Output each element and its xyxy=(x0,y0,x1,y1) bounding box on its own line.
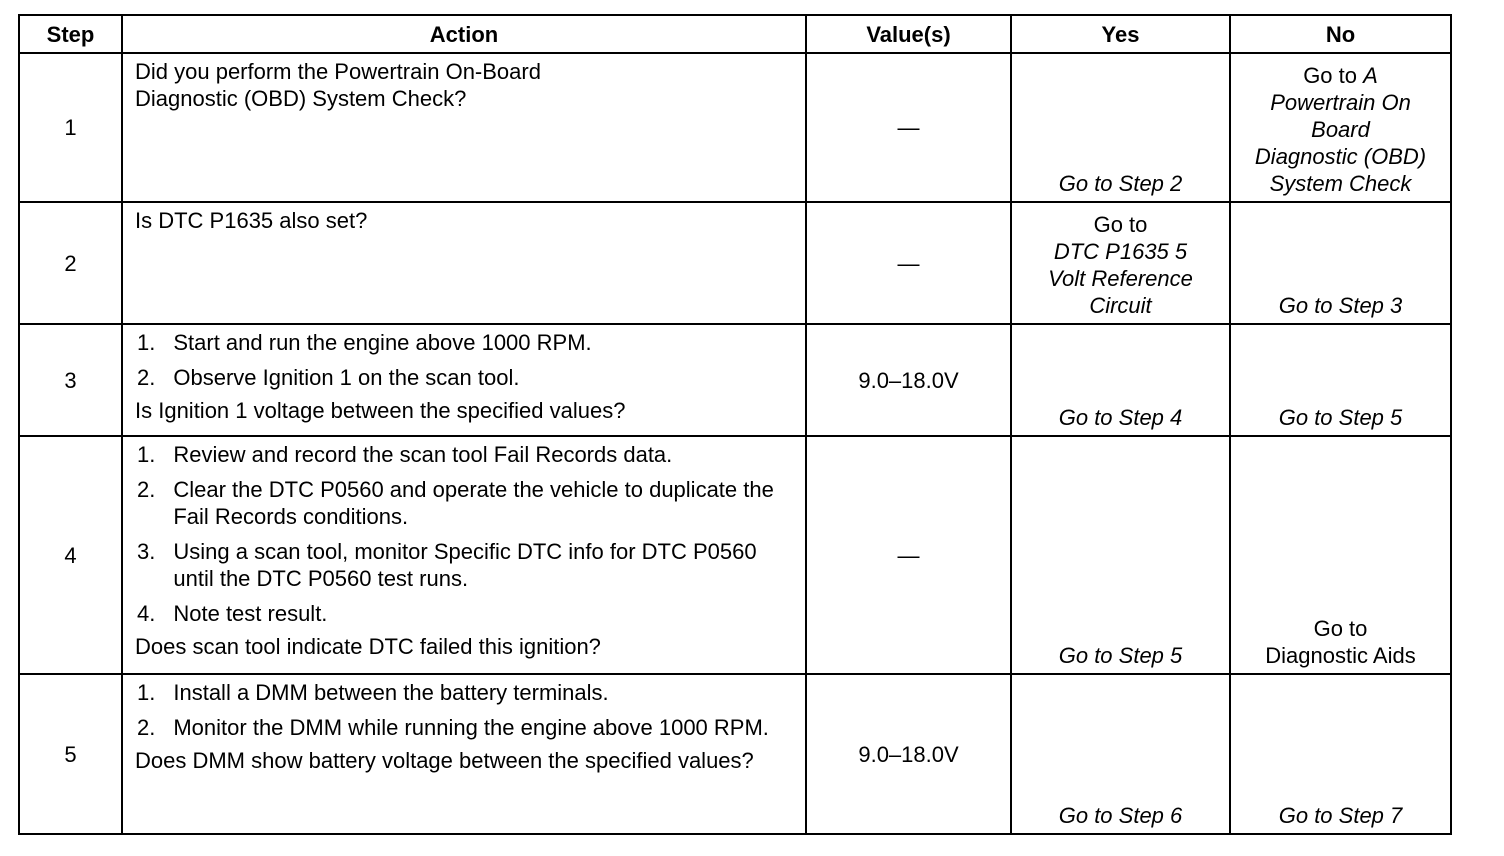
action-steps xyxy=(135,679,797,741)
action-question: Did you perform the Powertrain On-Board xyxy=(135,59,541,84)
no-cell xyxy=(1230,202,1451,324)
list-item xyxy=(135,679,797,706)
yes-cell xyxy=(1011,202,1230,324)
header-action: Action xyxy=(122,15,806,53)
list-item xyxy=(135,600,797,627)
value-cell: 9.0–18.0V xyxy=(806,324,1011,436)
no-cell xyxy=(1230,324,1451,436)
table-row xyxy=(19,436,1451,674)
action-cell xyxy=(122,202,806,324)
item-text: Monitor the DMM while running the engine above 1000 RPM. xyxy=(173,715,769,740)
item-number: 2. xyxy=(137,365,156,390)
item-number: 1. xyxy=(137,442,156,467)
yes-cell xyxy=(1011,436,1230,674)
action-cell xyxy=(122,324,806,436)
value-cell: 9.0–18.0V xyxy=(806,674,1011,834)
action-cell xyxy=(122,674,806,834)
item-number: 1. xyxy=(137,680,156,705)
action-question: Diagnostic (OBD) System Check? xyxy=(135,86,467,111)
value-cell: — xyxy=(806,436,1011,674)
header-no: No xyxy=(1230,15,1451,53)
step-number: 4 xyxy=(19,436,122,674)
action-question: Is Ignition 1 voltage between the specified values? xyxy=(135,398,626,423)
list-item xyxy=(135,329,797,356)
yes-cell xyxy=(1011,53,1230,202)
no-link[interactable]: System Check xyxy=(1269,171,1412,196)
header-yes: Yes xyxy=(1011,15,1230,53)
no-link[interactable]: Go to Step 3 xyxy=(1278,293,1403,318)
list-item xyxy=(135,441,797,468)
table-row xyxy=(19,202,1451,324)
yes-link[interactable]: DTC P1635 5 xyxy=(1053,239,1188,264)
no-link[interactable]: A xyxy=(1363,63,1378,88)
yes-cell xyxy=(1011,674,1230,834)
header-values: Value(s) xyxy=(806,15,1011,53)
yes-link[interactable]: Go to Step 6 xyxy=(1058,803,1183,828)
action-question: Does scan tool indicate DTC failed this ignition? xyxy=(135,634,601,659)
no-link[interactable]: Diagnostic Aids xyxy=(1265,643,1416,668)
item-number: 2. xyxy=(137,477,156,502)
list-item xyxy=(135,364,797,391)
table-row xyxy=(19,53,1451,202)
no-link[interactable]: Board xyxy=(1311,117,1370,142)
step-number: 3 xyxy=(19,324,122,436)
action-question: Does DMM show battery voltage between the specified values? xyxy=(135,748,754,773)
yes-link[interactable]: Go to Step 5 xyxy=(1058,643,1183,668)
item-text: Start and run the engine above 1000 RPM. xyxy=(173,330,592,355)
item-number: 1. xyxy=(137,330,156,355)
action-steps xyxy=(135,329,797,391)
item-text: Review and record the scan tool Fail Records data. xyxy=(173,442,673,467)
item-text: Note test result. xyxy=(173,601,328,626)
item-number: 4. xyxy=(137,601,156,626)
yes-link[interactable]: Volt Reference xyxy=(1048,266,1193,291)
action-steps xyxy=(135,441,797,627)
go-to-text: Go to xyxy=(1093,212,1148,237)
no-link[interactable]: Diagnostic (OBD) xyxy=(1254,144,1427,169)
header-step: Step xyxy=(19,15,122,53)
step-number: 2 xyxy=(19,202,122,324)
no-link[interactable]: Powertrain On xyxy=(1270,90,1411,115)
yes-link[interactable]: Circuit xyxy=(1089,293,1152,318)
no-cell xyxy=(1230,674,1451,834)
no-link[interactable]: Go to Step 5 xyxy=(1278,405,1403,430)
item-number: 3. xyxy=(137,539,156,564)
item-text: Clear the DTC P0560 and operate the vehicle to duplicate the Fail Records conditions. xyxy=(173,477,774,529)
no-link-prefix xyxy=(1235,62,1446,89)
list-item xyxy=(135,714,797,741)
item-text: Observe Ignition 1 on the scan tool. xyxy=(173,365,520,390)
diagnostic-table xyxy=(18,14,1452,835)
list-item xyxy=(135,538,797,592)
yes-link[interactable]: Go to Step 4 xyxy=(1058,405,1183,430)
value-cell: — xyxy=(806,202,1011,324)
step-number: 1 xyxy=(19,53,122,202)
action-cell xyxy=(122,436,806,674)
no-cell xyxy=(1230,53,1451,202)
header-row xyxy=(19,15,1451,53)
no-cell xyxy=(1230,436,1451,674)
item-text: Using a scan tool, monitor Specific DTC info for DTC P0560 until the DTC P0560 test runs. xyxy=(173,539,757,591)
yes-link[interactable]: Go to Step 2 xyxy=(1058,171,1183,196)
table-row xyxy=(19,674,1451,834)
action-cell xyxy=(122,53,806,202)
table-row xyxy=(19,324,1451,436)
go-to-text: Go to xyxy=(1313,616,1368,641)
item-text: Install a DMM between the battery terminals. xyxy=(173,680,609,705)
no-link[interactable]: Go to Step 7 xyxy=(1278,803,1403,828)
go-to-text: Go to xyxy=(1303,63,1357,88)
list-item xyxy=(135,476,797,530)
item-number: 2. xyxy=(137,715,156,740)
action-question: Is DTC P1635 also set? xyxy=(135,208,368,233)
value-cell: — xyxy=(806,53,1011,202)
step-number: 5 xyxy=(19,674,122,834)
yes-cell xyxy=(1011,324,1230,436)
